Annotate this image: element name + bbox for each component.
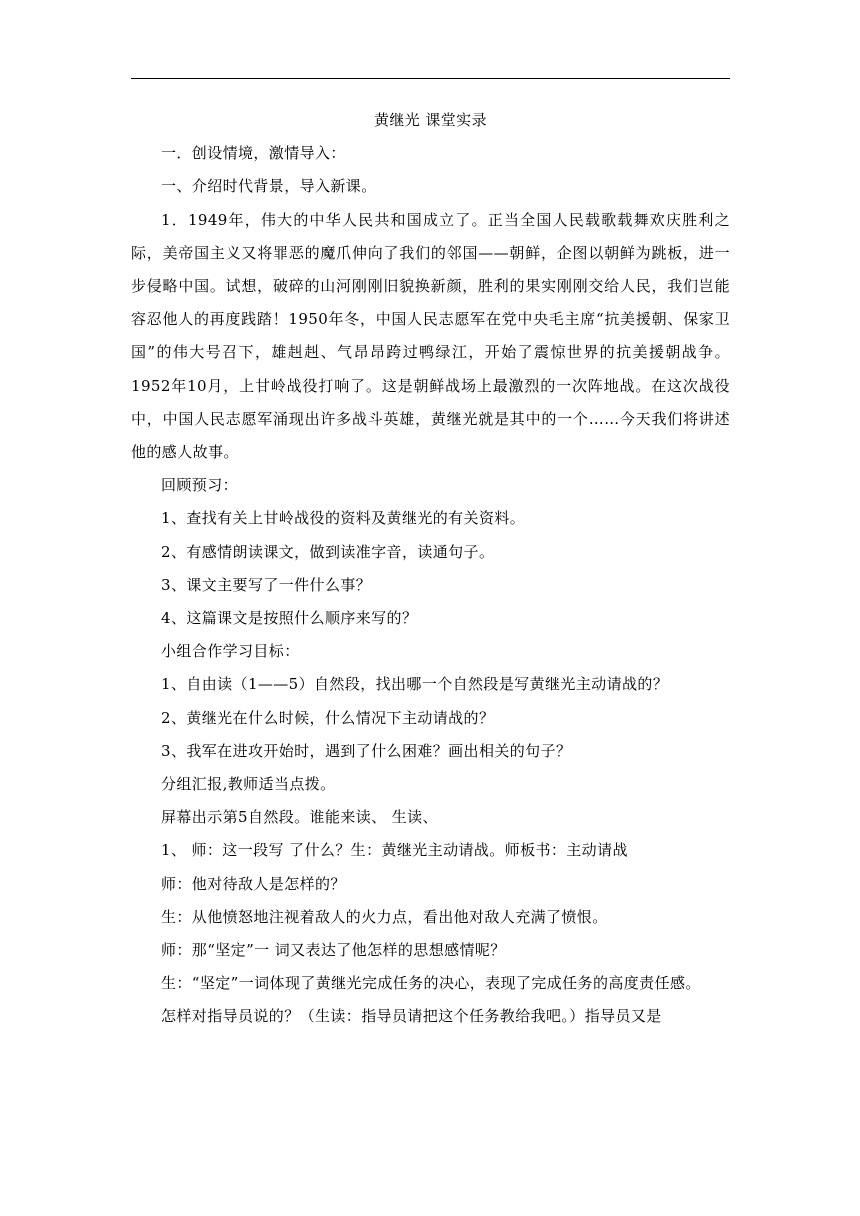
text-paragraph: 屏幕出示第5自然段。谁能来读、 生读、 bbox=[161, 808, 438, 827]
goal-item: 1、自由读（1——5）自然段，找出哪一个自然段是写黄继光主动请战的？ bbox=[161, 675, 669, 694]
review-item: 2、有感情朗读课文，做到读准字音，读通句子。 bbox=[161, 542, 495, 561]
document-body bbox=[131, 104, 730, 1034]
review-heading: 回顾预习： bbox=[161, 476, 239, 495]
dialogue-line: 1、 师：这一段写 了什么？生：黄继光主动请战。师板书：主动请战 bbox=[161, 841, 628, 860]
review-item: 4、这篇课文是按照什么顺序来写的？ bbox=[161, 609, 418, 628]
section-heading: 一．创设情境，激情导入： bbox=[161, 144, 346, 163]
header-rule bbox=[131, 78, 730, 79]
dialogue-line: 怎样对指导员说的？（生读：指导员请把这个任务教给我吧。）指导员又是 bbox=[161, 1007, 662, 1026]
dialogue-line: 生：“坚定”一词体现了黄继光完成任务的决心，表现了完成任务的高度责任感。 bbox=[161, 974, 701, 993]
text-paragraph: 分组汇报,教师适当点拨。 bbox=[161, 775, 336, 794]
section-subheading: 一、介绍时代背景，导入新课。 bbox=[161, 177, 377, 196]
goal-item: 2、黄继光在什么时候，什么情况下主动请战的？ bbox=[161, 708, 495, 727]
review-item: 1、查找有关上甘岭战役的资料及黄继光的有关资料。 bbox=[161, 509, 526, 528]
dialogue-line: 生：从他愤怒地注视着敌人的火力点，看出他对敌人充满了愤恨。 bbox=[161, 907, 608, 926]
review-item: 3、课文主要写了一件什么事？ bbox=[161, 575, 372, 594]
dialogue-line: 师：他对待敌人是怎样的？ bbox=[161, 874, 346, 893]
background-paragraph: 1．1949年，伟大的中华人民共和国成立了。正当全国人民载歌载舞欢庆胜利之际，美帝国主义又将罪恶的魔爪伸向了我们的邻国——朝鲜，企图以朝鲜为跳板，进一步侵略中国。试想，破碎的山河刚刚旧貌换新颜，胜利的果实刚刚交给人民，我们岂能容忍他人的再度践踏！1950年冬，中国人民志愿军在党中央毛主席“抗美援朝、保家卫国”的伟大号召下，雄赳赳、气昂昂跨过鸭绿江，开始了震惊世界的抗美援朝战争。1952年10月，上甘岭战役打响了。这是朝鲜战场上最激烈的一次阵地战。在这次战役中，中国人民志愿军涌现出许多战斗英雄，黄继光就是其中的一个……今天我们将讲述他的感人故事。 bbox=[131, 210, 730, 462]
document-title: 黄继光 课堂实录 bbox=[374, 111, 487, 129]
dialogue-line: 师：那“坚定”一 词又表达了他怎样的思想感情呢？ bbox=[161, 941, 506, 960]
goals-heading: 小组合作学习目标： bbox=[161, 642, 300, 661]
goal-item: 3、我军在进攻开始时，遇到了什么困难？画出相关的句子？ bbox=[161, 741, 572, 760]
